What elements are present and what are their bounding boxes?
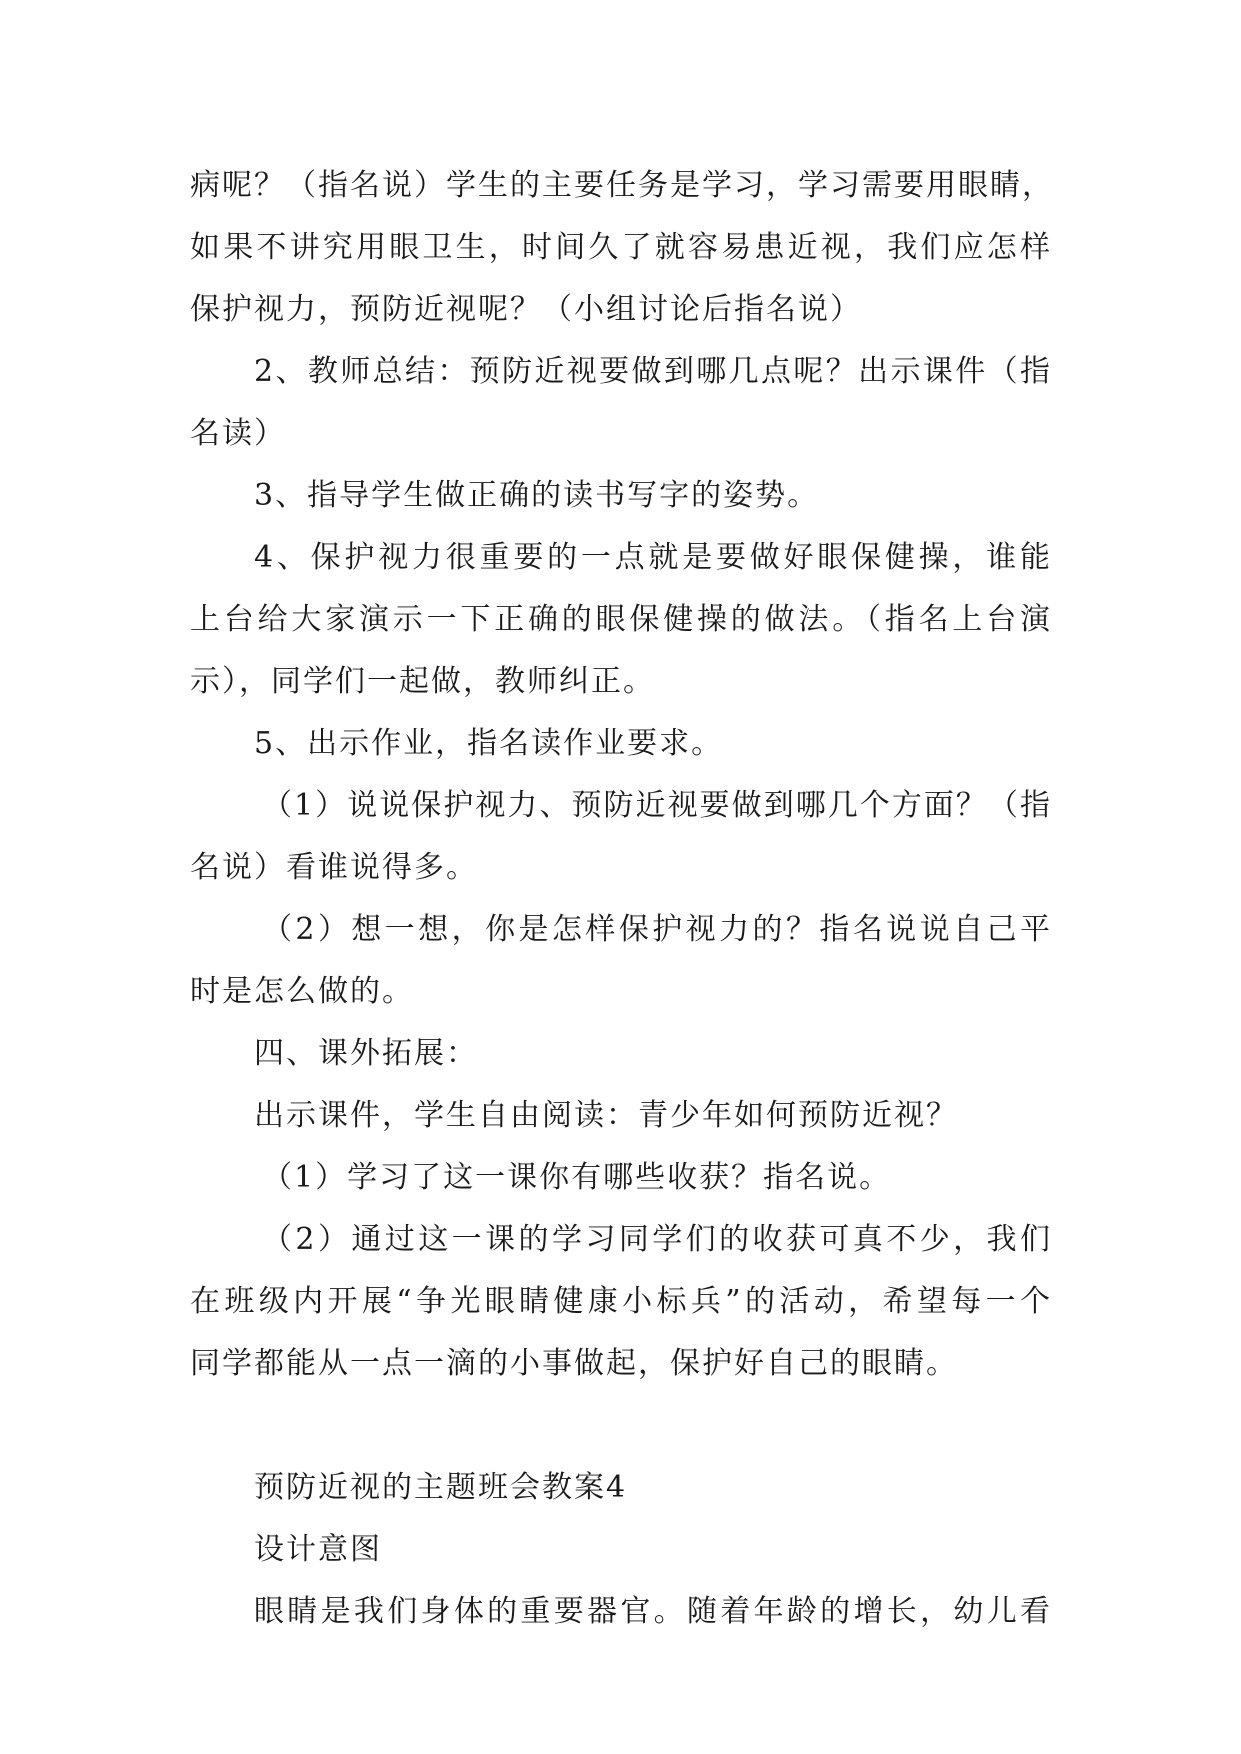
paragraph-line-13: （2）想一想，你是怎样保护视力的？指名说说自己平 bbox=[262, 912, 1052, 947]
paragraph-line-20: 同学都能从一点一滴的小事做起，保护好自己的眼睛。 bbox=[190, 1346, 958, 1381]
paragraph-line-3: 保护视力，预防近视呢？（小组讨论后指名说） bbox=[190, 292, 862, 327]
paragraph-line-18: （2）通过这一课的学习同学们的收获可真不少，我们 bbox=[262, 1222, 1052, 1257]
paragraph-line-11: （1）说说保护视力、预防近视要做到哪几个方面？（指 bbox=[262, 788, 1052, 823]
paragraph-line-2: 如果不讲究用眼卫生，时间久了就容易患近视，我们应怎样 bbox=[190, 230, 1052, 265]
paragraph-line-19: 在班级内开展“争光眼睛健康小标兵”的活动，希望每一个 bbox=[190, 1284, 1052, 1319]
paragraph-line-16: 出示课件，学生自由阅读：青少年如何预防近视？ bbox=[254, 1098, 958, 1133]
paragraph-line-7: 4、保护视力很重要的一点就是要做好眼保健操，谁能 bbox=[254, 540, 1052, 575]
section-heading-design-intent: 设计意图 bbox=[254, 1532, 382, 1567]
document-subtitle: 预防近视的主题班会教案4 bbox=[254, 1470, 628, 1505]
paragraph-line-12: 名说）看谁说得多。 bbox=[190, 850, 478, 885]
paragraph-line-1: 病呢？（指名说）学生的主要任务是学习，学习需要用眼睛， bbox=[190, 168, 1054, 203]
paragraph-line-17: （1）学习了这一课你有哪些收获？指名说。 bbox=[262, 1160, 892, 1195]
paragraph-line-5: 名读） bbox=[190, 416, 286, 451]
paragraph-line-10: 5、出示作业，指名读作业要求。 bbox=[254, 726, 724, 761]
paragraph-line-4: 2、教师总结：预防近视要做到哪几点呢？出示课件（指 bbox=[254, 354, 1052, 389]
section-heading-extension: 四、课外拓展： bbox=[254, 1036, 478, 1071]
paragraph-line-9: 示），同学们一起做，教师纠正。 bbox=[190, 664, 655, 699]
paragraph-line-6: 3、指导学生做正确的读书写字的姿势。 bbox=[254, 478, 820, 513]
paragraph-line-23: 眼睛是我们身体的重要器官。随着年龄的增长，幼儿看 bbox=[254, 1594, 1052, 1629]
paragraph-line-14: 时是怎么做的。 bbox=[190, 974, 414, 1009]
paragraph-line-8: 上台给大家演示一下正确的眼保健操的做法。（指名上台演 bbox=[190, 602, 1052, 637]
